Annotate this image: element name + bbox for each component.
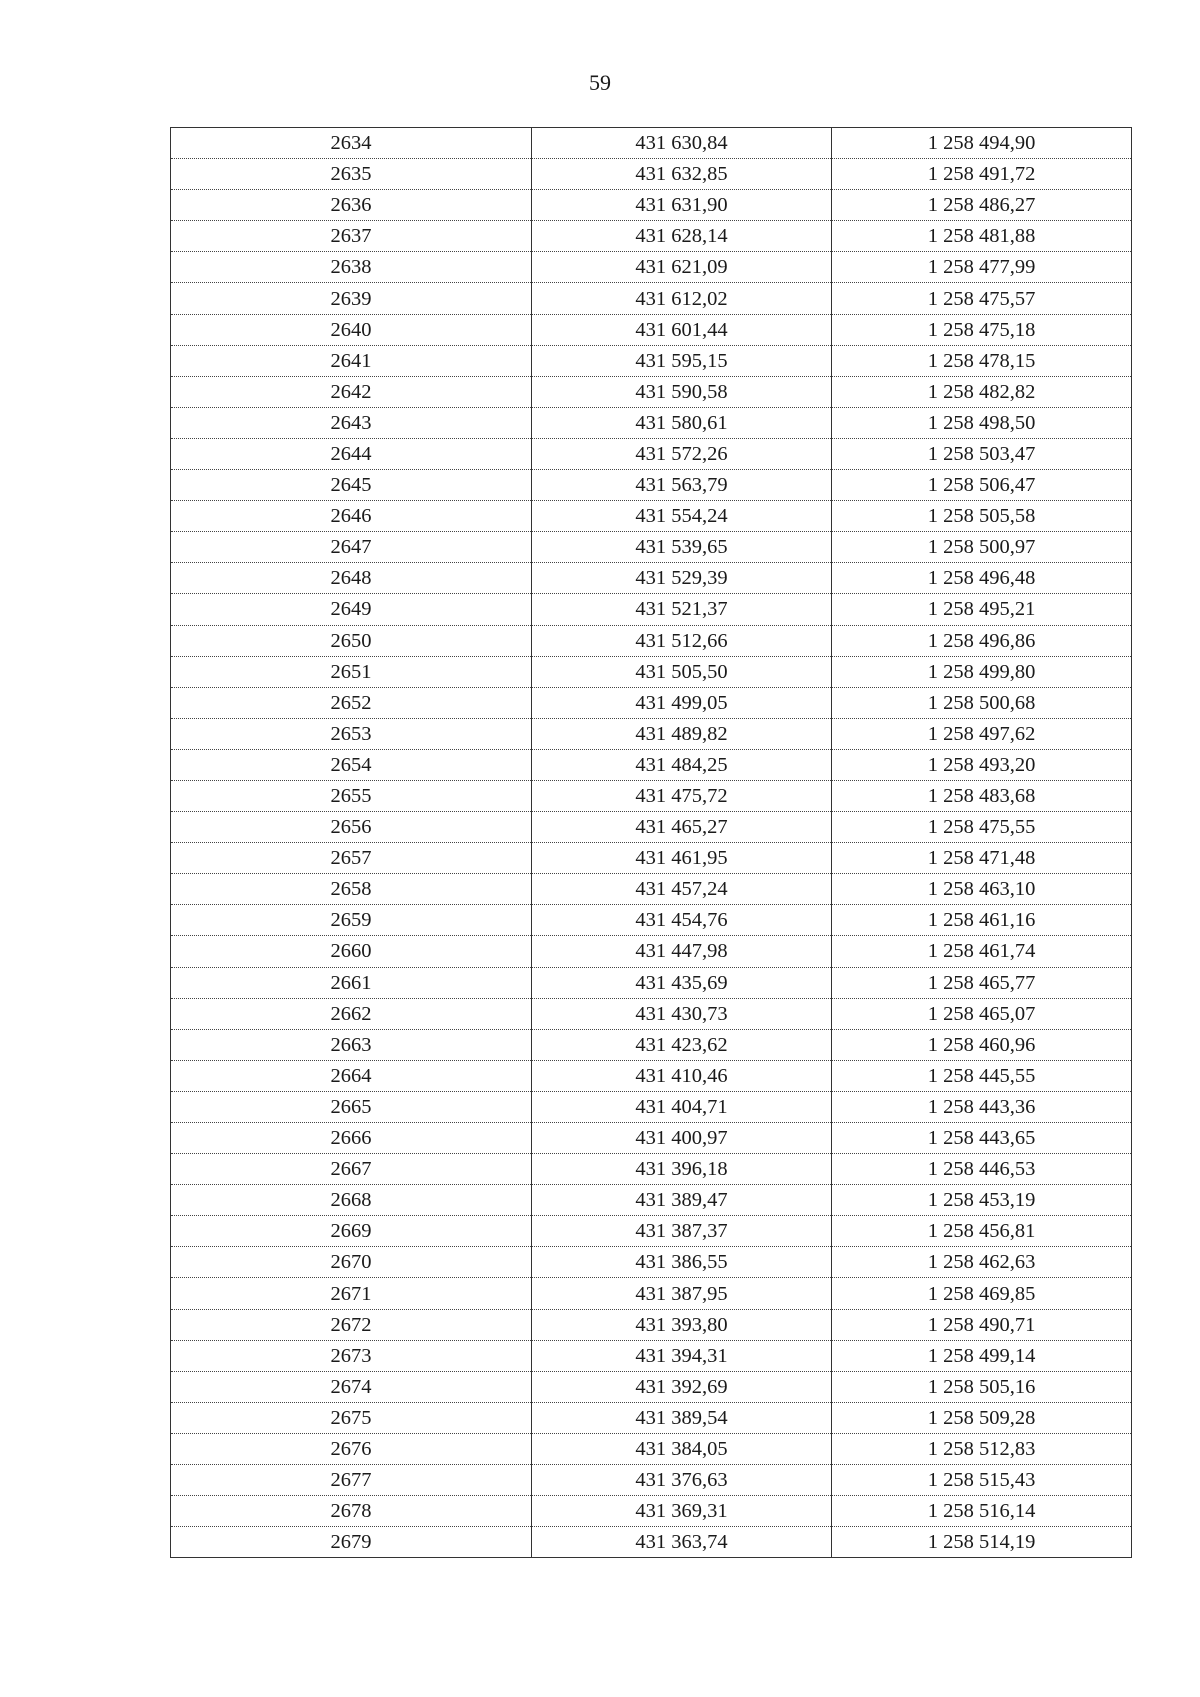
table-row	[171, 905, 1132, 936]
point-number-cell: 2661	[171, 967, 532, 998]
point-number-cell: 2676	[171, 1433, 532, 1464]
table-row	[171, 1091, 1132, 1122]
x-coordinate-cell: 431 529,39	[532, 563, 832, 594]
point-number-cell: 2647	[171, 532, 532, 563]
y-coordinate-cell: 1 258 446,53	[832, 1154, 1132, 1185]
table-row	[171, 1465, 1132, 1496]
table-row	[171, 532, 1132, 563]
table-row	[171, 1309, 1132, 1340]
x-coordinate-cell: 431 457,24	[532, 874, 832, 905]
y-coordinate-cell: 1 258 516,14	[832, 1496, 1132, 1527]
x-coordinate-cell: 431 435,69	[532, 967, 832, 998]
table-row	[171, 1029, 1132, 1060]
x-coordinate-cell: 431 505,50	[532, 656, 832, 687]
y-coordinate-cell: 1 258 460,96	[832, 1029, 1132, 1060]
x-coordinate-cell: 431 394,31	[532, 1340, 832, 1371]
x-coordinate-cell: 431 631,90	[532, 190, 832, 221]
point-number-cell: 2660	[171, 936, 532, 967]
y-coordinate-cell: 1 258 483,68	[832, 780, 1132, 811]
x-coordinate-cell: 431 423,62	[532, 1029, 832, 1060]
table-row	[171, 718, 1132, 749]
x-coordinate-cell: 431 454,76	[532, 905, 832, 936]
x-coordinate-cell: 431 632,85	[532, 159, 832, 190]
table-row	[171, 345, 1132, 376]
table-row	[171, 252, 1132, 283]
x-coordinate-cell: 431 521,37	[532, 594, 832, 625]
x-coordinate-cell: 431 447,98	[532, 936, 832, 967]
x-coordinate-cell: 431 369,31	[532, 1496, 832, 1527]
x-coordinate-cell: 431 430,73	[532, 998, 832, 1029]
table-row	[171, 470, 1132, 501]
point-number-cell: 2679	[171, 1527, 532, 1558]
x-coordinate-cell: 431 400,97	[532, 1123, 832, 1154]
y-coordinate-cell: 1 258 497,62	[832, 718, 1132, 749]
table-row	[171, 874, 1132, 905]
y-coordinate-cell: 1 258 506,47	[832, 470, 1132, 501]
point-number-cell: 2640	[171, 314, 532, 345]
x-coordinate-cell: 431 563,79	[532, 470, 832, 501]
page-number: 59	[589, 70, 611, 95]
x-coordinate-cell: 431 601,44	[532, 314, 832, 345]
point-number-cell: 2673	[171, 1340, 532, 1371]
y-coordinate-cell: 1 258 456,81	[832, 1216, 1132, 1247]
table-row	[171, 998, 1132, 1029]
x-coordinate-cell: 431 580,61	[532, 407, 832, 438]
table-row	[171, 1340, 1132, 1371]
x-coordinate-cell: 431 590,58	[532, 376, 832, 407]
x-coordinate-cell: 431 384,05	[532, 1433, 832, 1464]
y-coordinate-cell: 1 258 461,74	[832, 936, 1132, 967]
table-row	[171, 283, 1132, 314]
point-number-cell: 2641	[171, 345, 532, 376]
y-coordinate-cell: 1 258 445,55	[832, 1060, 1132, 1091]
table-row	[171, 376, 1132, 407]
x-coordinate-cell: 431 465,27	[532, 812, 832, 843]
x-coordinate-cell: 431 630,84	[532, 128, 832, 159]
y-coordinate-cell: 1 258 482,82	[832, 376, 1132, 407]
x-coordinate-cell: 431 612,02	[532, 283, 832, 314]
x-coordinate-cell: 431 396,18	[532, 1154, 832, 1185]
x-coordinate-cell: 431 595,15	[532, 345, 832, 376]
table-row	[171, 1402, 1132, 1433]
table-row	[171, 687, 1132, 718]
x-coordinate-cell: 431 392,69	[532, 1371, 832, 1402]
y-coordinate-cell: 1 258 491,72	[832, 159, 1132, 190]
point-number-cell: 2677	[171, 1465, 532, 1496]
x-coordinate-cell: 431 539,65	[532, 532, 832, 563]
x-coordinate-cell: 431 410,46	[532, 1060, 832, 1091]
point-number-cell: 2644	[171, 438, 532, 469]
point-number-cell: 2669	[171, 1216, 532, 1247]
y-coordinate-cell: 1 258 500,97	[832, 532, 1132, 563]
point-number-cell: 2678	[171, 1496, 532, 1527]
table-row	[171, 128, 1132, 159]
table-row	[171, 1185, 1132, 1216]
point-number-cell: 2649	[171, 594, 532, 625]
point-number-cell: 2659	[171, 905, 532, 936]
y-coordinate-cell: 1 258 469,85	[832, 1278, 1132, 1309]
table-row	[171, 1371, 1132, 1402]
x-coordinate-cell: 431 554,24	[532, 501, 832, 532]
x-coordinate-cell: 431 376,63	[532, 1465, 832, 1496]
y-coordinate-cell: 1 258 461,16	[832, 905, 1132, 936]
y-coordinate-cell: 1 258 494,90	[832, 128, 1132, 159]
table-row	[171, 438, 1132, 469]
table-row	[171, 1278, 1132, 1309]
table-row	[171, 1247, 1132, 1278]
y-coordinate-cell: 1 258 509,28	[832, 1402, 1132, 1433]
table-row	[171, 1154, 1132, 1185]
point-number-cell: 2658	[171, 874, 532, 905]
x-coordinate-cell: 431 512,66	[532, 625, 832, 656]
point-number-cell: 2653	[171, 718, 532, 749]
y-coordinate-cell: 1 258 443,65	[832, 1123, 1132, 1154]
y-coordinate-cell: 1 258 471,48	[832, 843, 1132, 874]
x-coordinate-cell: 431 389,47	[532, 1185, 832, 1216]
y-coordinate-cell: 1 258 514,19	[832, 1527, 1132, 1558]
table-row	[171, 501, 1132, 532]
point-number-cell: 2655	[171, 780, 532, 811]
point-number-cell: 2648	[171, 563, 532, 594]
table-row	[171, 780, 1132, 811]
y-coordinate-cell: 1 258 512,83	[832, 1433, 1132, 1464]
y-coordinate-cell: 1 258 475,57	[832, 283, 1132, 314]
point-number-cell: 2634	[171, 128, 532, 159]
point-number-cell: 2664	[171, 1060, 532, 1091]
table-row	[171, 1433, 1132, 1464]
point-number-cell: 2642	[171, 376, 532, 407]
point-number-cell: 2651	[171, 656, 532, 687]
table-row	[171, 221, 1132, 252]
y-coordinate-cell: 1 258 481,88	[832, 221, 1132, 252]
point-number-cell: 2643	[171, 407, 532, 438]
point-number-cell: 2662	[171, 998, 532, 1029]
y-coordinate-cell: 1 258 500,68	[832, 687, 1132, 718]
point-number-cell: 2646	[171, 501, 532, 532]
table-row	[171, 843, 1132, 874]
y-coordinate-cell: 1 258 493,20	[832, 749, 1132, 780]
coordinates-table	[170, 127, 1132, 1558]
y-coordinate-cell: 1 258 475,55	[832, 812, 1132, 843]
point-number-cell: 2638	[171, 252, 532, 283]
coordinates-table-body	[171, 128, 1132, 1558]
y-coordinate-cell: 1 258 453,19	[832, 1185, 1132, 1216]
table-row	[171, 936, 1132, 967]
y-coordinate-cell: 1 258 477,99	[832, 252, 1132, 283]
x-coordinate-cell: 431 621,09	[532, 252, 832, 283]
y-coordinate-cell: 1 258 515,43	[832, 1465, 1132, 1496]
point-number-cell: 2650	[171, 625, 532, 656]
x-coordinate-cell: 431 499,05	[532, 687, 832, 718]
table-row	[171, 407, 1132, 438]
point-number-cell: 2665	[171, 1091, 532, 1122]
point-number-cell: 2666	[171, 1123, 532, 1154]
point-number-cell: 2645	[171, 470, 532, 501]
table-row	[171, 190, 1132, 221]
point-number-cell: 2639	[171, 283, 532, 314]
table-row	[171, 749, 1132, 780]
y-coordinate-cell: 1 258 498,50	[832, 407, 1132, 438]
point-number-cell: 2652	[171, 687, 532, 718]
table-row	[171, 563, 1132, 594]
point-number-cell: 2636	[171, 190, 532, 221]
point-number-cell: 2635	[171, 159, 532, 190]
x-coordinate-cell: 431 387,37	[532, 1216, 832, 1247]
table-row	[171, 1496, 1132, 1527]
table-row	[171, 656, 1132, 687]
y-coordinate-cell: 1 258 505,16	[832, 1371, 1132, 1402]
x-coordinate-cell: 431 404,71	[532, 1091, 832, 1122]
y-coordinate-cell: 1 258 486,27	[832, 190, 1132, 221]
y-coordinate-cell: 1 258 478,15	[832, 345, 1132, 376]
y-coordinate-cell: 1 258 505,58	[832, 501, 1132, 532]
table-row	[171, 812, 1132, 843]
y-coordinate-cell: 1 258 495,21	[832, 594, 1132, 625]
table-row	[171, 159, 1132, 190]
y-coordinate-cell: 1 258 443,36	[832, 1091, 1132, 1122]
x-coordinate-cell: 431 461,95	[532, 843, 832, 874]
x-coordinate-cell: 431 475,72	[532, 780, 832, 811]
y-coordinate-cell: 1 258 499,14	[832, 1340, 1132, 1371]
y-coordinate-cell: 1 258 496,86	[832, 625, 1132, 656]
table-row	[171, 314, 1132, 345]
x-coordinate-cell: 431 393,80	[532, 1309, 832, 1340]
point-number-cell: 2672	[171, 1309, 532, 1340]
x-coordinate-cell: 431 363,74	[532, 1527, 832, 1558]
y-coordinate-cell: 1 258 490,71	[832, 1309, 1132, 1340]
x-coordinate-cell: 431 572,26	[532, 438, 832, 469]
table-row	[171, 1060, 1132, 1091]
point-number-cell: 2670	[171, 1247, 532, 1278]
x-coordinate-cell: 431 387,95	[532, 1278, 832, 1309]
y-coordinate-cell: 1 258 462,63	[832, 1247, 1132, 1278]
point-number-cell: 2637	[171, 221, 532, 252]
y-coordinate-cell: 1 258 465,77	[832, 967, 1132, 998]
point-number-cell: 2671	[171, 1278, 532, 1309]
point-number-cell: 2657	[171, 843, 532, 874]
table-row	[171, 1216, 1132, 1247]
y-coordinate-cell: 1 258 499,80	[832, 656, 1132, 687]
table-row	[171, 1123, 1132, 1154]
y-coordinate-cell: 1 258 475,18	[832, 314, 1132, 345]
point-number-cell: 2674	[171, 1371, 532, 1402]
point-number-cell: 2667	[171, 1154, 532, 1185]
point-number-cell: 2668	[171, 1185, 532, 1216]
y-coordinate-cell: 1 258 465,07	[832, 998, 1132, 1029]
x-coordinate-cell: 431 489,82	[532, 718, 832, 749]
x-coordinate-cell: 431 389,54	[532, 1402, 832, 1433]
point-number-cell: 2656	[171, 812, 532, 843]
table-row	[171, 967, 1132, 998]
point-number-cell: 2663	[171, 1029, 532, 1060]
table-row	[171, 1527, 1132, 1558]
point-number-cell: 2654	[171, 749, 532, 780]
y-coordinate-cell: 1 258 503,47	[832, 438, 1132, 469]
table-row	[171, 594, 1132, 625]
x-coordinate-cell: 431 484,25	[532, 749, 832, 780]
y-coordinate-cell: 1 258 496,48	[832, 563, 1132, 594]
point-number-cell: 2675	[171, 1402, 532, 1433]
x-coordinate-cell: 431 386,55	[532, 1247, 832, 1278]
y-coordinate-cell: 1 258 463,10	[832, 874, 1132, 905]
x-coordinate-cell: 431 628,14	[532, 221, 832, 252]
table-row	[171, 625, 1132, 656]
